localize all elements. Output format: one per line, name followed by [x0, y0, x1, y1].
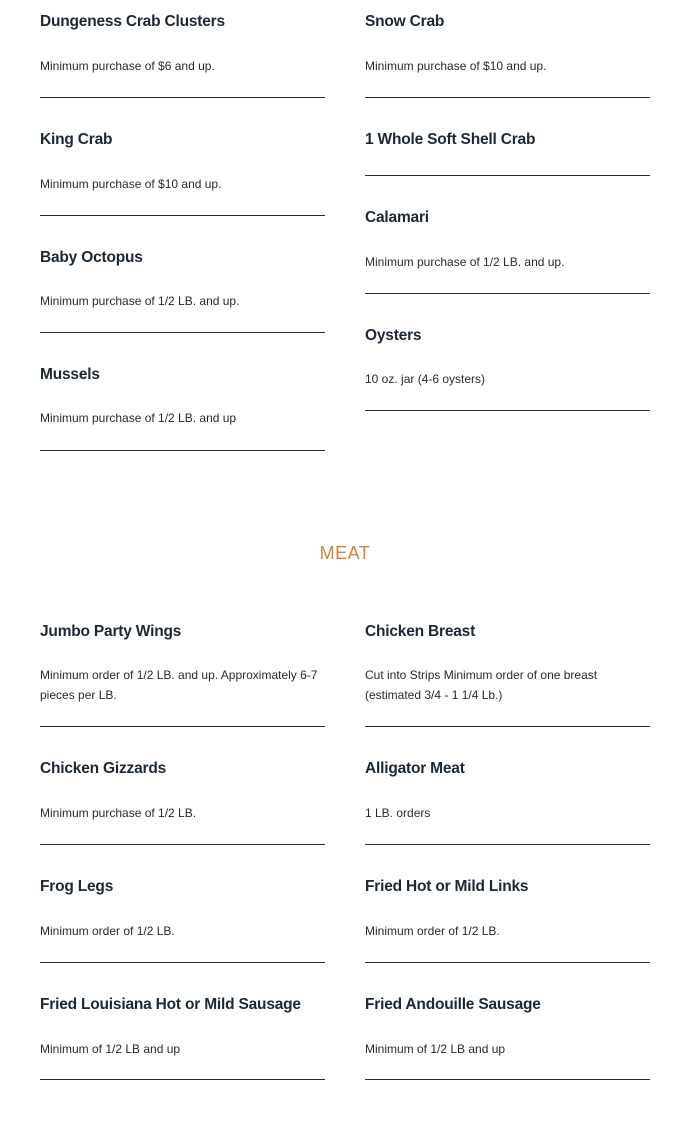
menu-item — [40, 353, 325, 451]
menu-item-name: Fried Louisiana Hot or Mild Sausage — [40, 996, 301, 1013]
menu-item-description: 1 LB. orders — [365, 806, 431, 820]
menu-item — [40, 865, 325, 963]
menu-item — [40, 983, 325, 1080]
menu-item-description: Minimum purchase of 1/2 LB. and up. — [365, 255, 565, 269]
menu-item-name: Jumbo Party Wings — [40, 623, 182, 640]
menu-item-name: Frog Legs — [40, 878, 114, 895]
menu-item — [365, 610, 650, 727]
menu-item-name: King Crab — [40, 131, 113, 148]
menu-item-description: Minimum order of 1/2 LB. — [40, 924, 175, 938]
menu-item-description: Minimum order of 1/2 LB. and up. Approximately 6-7 pieces per LB. — [40, 668, 318, 702]
menu-item — [365, 314, 650, 411]
menu-item-description: Minimum order of 1/2 LB. — [365, 924, 500, 938]
menu-item — [40, 236, 325, 333]
menu-item-description: Minimum of 1/2 LB and up — [40, 1042, 181, 1056]
menu-item-description: Minimum purchase of 1/2 LB. — [40, 806, 197, 820]
menu-item-name: Calamari — [365, 209, 429, 226]
menu-item — [40, 747, 325, 845]
menu-item — [365, 0, 650, 98]
menu-item-description: Minimum purchase of $10 and up. — [40, 177, 222, 191]
menu-item — [365, 983, 650, 1080]
menu-item — [365, 747, 650, 845]
menu-item-description: Cut into Strips Minimum order of one breast (estimated 3/4 - 1 1/4 Lb.) — [365, 668, 598, 702]
menu-item-name: 1 Whole Soft Shell Crab — [365, 131, 536, 148]
menu-item-name: Oysters — [365, 327, 422, 344]
menu-item-description: Minimum purchase of $6 and up. — [40, 59, 215, 73]
menu-item — [365, 196, 650, 294]
menu-item — [365, 865, 650, 963]
menu-item — [40, 0, 325, 98]
menu-item-name: Chicken Breast — [365, 623, 476, 640]
menu-item-name: Chicken Gizzards — [40, 760, 167, 777]
menu-item — [40, 610, 325, 727]
menu-item-name: Dungeness Crab Clusters — [40, 13, 225, 30]
menu-item — [40, 118, 325, 216]
menu-item — [365, 118, 650, 176]
menu-item-description: Minimum of 1/2 LB and up — [365, 1042, 506, 1056]
menu-item-description: 10 oz. jar (4-6 oysters) — [365, 372, 486, 386]
menu-item-description: Minimum purchase of 1/2 LB. and up — [40, 411, 237, 425]
menu-item-description: Minimum purchase of 1/2 LB. and up. — [40, 294, 240, 308]
menu-item-name: Mussels — [40, 366, 100, 383]
menu-item-name: Alligator Meat — [365, 760, 465, 777]
menu-item-name: Baby Octopus — [40, 249, 143, 266]
section-title-meat: MEAT — [319, 543, 371, 563]
menu-item-name: Fried Andouille Sausage — [365, 996, 541, 1013]
menu-item-description: Minimum purchase of $10 and up. — [365, 59, 547, 73]
menu-item-name: Fried Hot or Mild Links — [365, 878, 529, 895]
menu-item-name: Snow Crab — [365, 13, 445, 30]
